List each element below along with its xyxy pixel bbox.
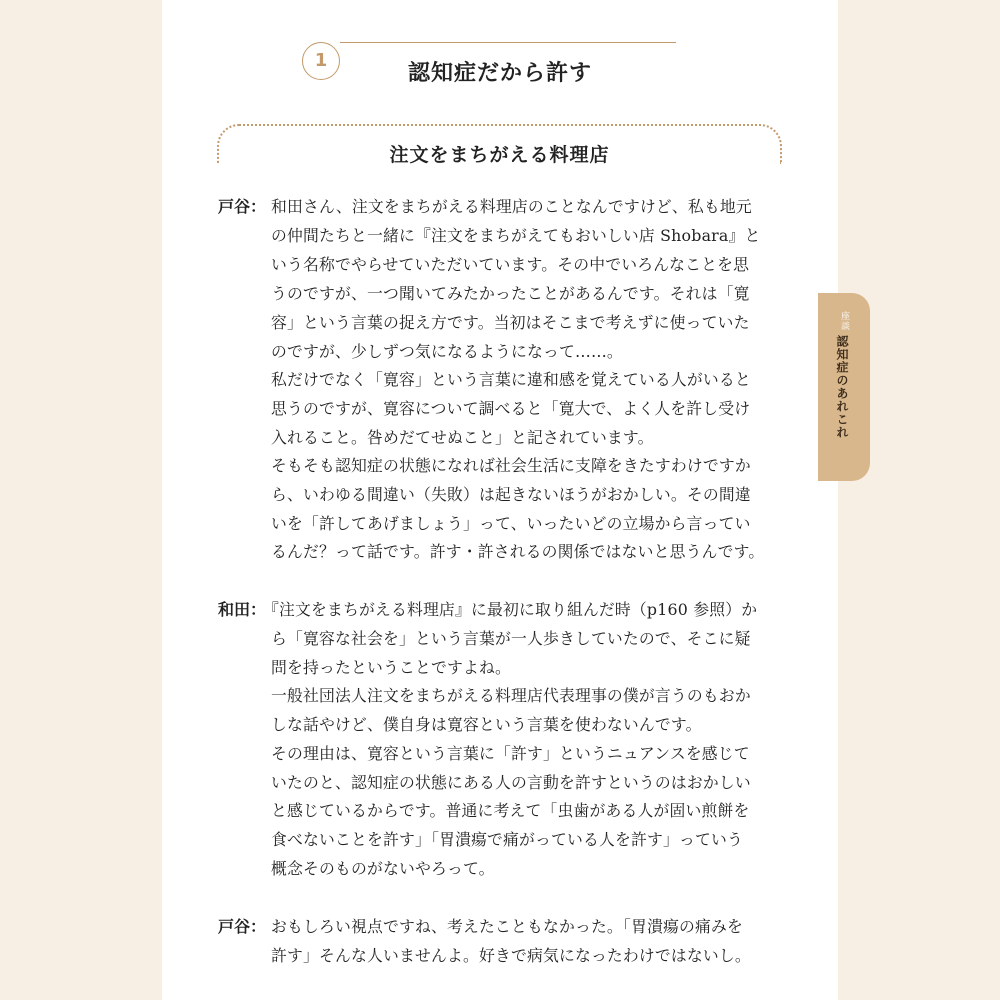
text-line: 『注文をまちがえる料理店』に最初に取り組んだ時（p160 参照）か (263, 600, 758, 619)
text-line: 和田さん、注文をまちがえる料理店のことなんですけど、私も地元 (271, 197, 752, 216)
text-line: 思うのですが、寛容について調べると「寛大で、よく人を許し受け (271, 399, 751, 418)
speaker-label: 戸谷： (218, 917, 267, 936)
text-line: おもしろい視点ですね、考えたこともなかった。「胃潰瘍の痛みを (271, 917, 744, 936)
text-line: るんだ？って話です。許す・許されるの関係ではないと思うんです。 (271, 542, 765, 561)
text-line: その理由は、寛容という言葉に「許す」というニュアンスを感じて (271, 744, 750, 763)
text-line: ら「寛容な社会を」という言葉が一人歩きしていたので、そこに疑 (271, 629, 751, 648)
text-line: うのですが、一つ聞いてみたかったことがあるんです。それは「寛 (271, 284, 750, 303)
chapter-number-badge: 1 (302, 42, 340, 80)
text-line: 一般社団法人注文をまちがえる料理店代表理事の僕が言うのもおか (271, 686, 751, 705)
text-line: 許す」そんな人いませんよ。好きで病気になったわけではないし。 (271, 946, 751, 965)
text-line: 食べないことを許す」「胃潰瘍で痛がっている人を許す」っていう (271, 830, 744, 849)
section-title: 注文をまちがえる料理店 (389, 144, 610, 166)
text-line: いう名称でやらせていただいています。その中でいろんなことを思 (271, 255, 750, 274)
chapter-rule (340, 42, 676, 43)
text-line: 容」という言葉の捉え方です。当初はそこまで考えずに使っていた (271, 313, 750, 332)
chapter-title: 認知症だから許す (407, 61, 592, 86)
text-line: 概念そのものがないやろって。 (271, 859, 495, 878)
text-line: そもそも認知症の状態になれば社会生活に支障をきたすわけですか (271, 456, 751, 475)
text-line: のですが、少しずつ気になるようになって……。 (271, 342, 623, 361)
text-line: 私だけでなく「寛容」という言葉に違和感を覚えている人がいると (271, 370, 751, 389)
text-line: いを「許してあげましょう」って、いったいどの立場から言ってい (271, 514, 751, 533)
text-line: ら、いわゆる間違い（失敗）は起きないほうがおかしい。その間違 (271, 485, 751, 504)
speaker-label: 戸谷： (218, 197, 267, 216)
text-line: しな話やけど、僕自身は寛容という言葉を使わないんです。 (271, 715, 702, 734)
text-line: と感じているからです。普通に考えて「虫歯がある人が固い煎餅を (271, 801, 750, 820)
speaker-label: 和田： (218, 600, 267, 619)
side-tab-title: 認知症のあれこれ (835, 335, 849, 439)
text-line: いたのと、認知症の状態にある人の言動を許すというのはおかしい (271, 773, 751, 792)
side-tab-category: 座談 (839, 311, 849, 331)
text-line: の仲間たちと一緒に『注文をまちがえてもおいしい店 Shobara』と (271, 226, 761, 245)
text-line: 入れること。咎めだてせぬこと」と記されています。 (271, 428, 654, 447)
text-line: 問を持ったということですよね。 (271, 658, 511, 677)
